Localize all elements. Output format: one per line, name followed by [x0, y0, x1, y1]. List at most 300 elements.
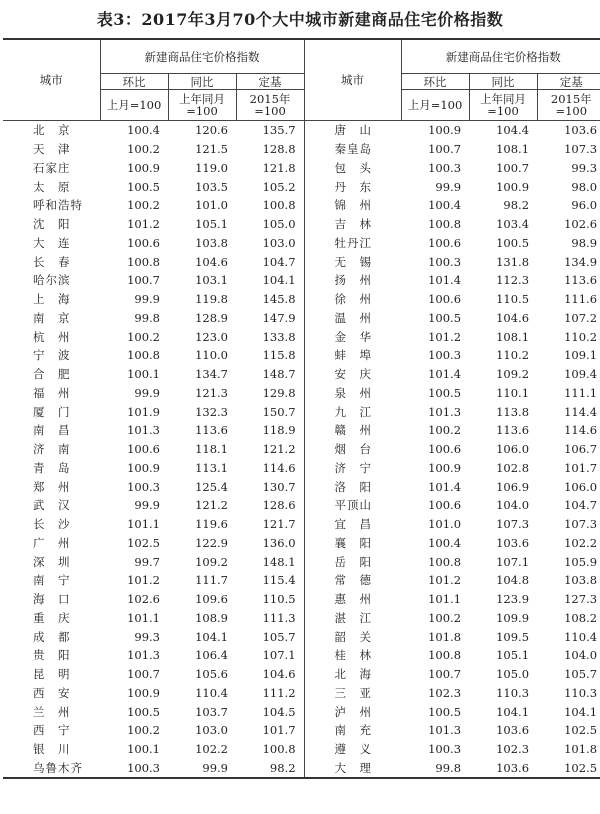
- left-city-cell: 西 宁: [33, 723, 71, 738]
- left-mom-cell: 100.2: [127, 329, 160, 344]
- table-row: [3, 534, 600, 553]
- right-city-cell: 桂 林: [334, 648, 373, 663]
- table-row: [3, 121, 600, 140]
- left-yoy-cell: 105.6: [195, 667, 228, 682]
- left-yoy-cell: 103.1: [195, 273, 228, 288]
- right-yoy-cell: 112.3: [496, 273, 530, 288]
- left-mom-cell: 100.2: [127, 142, 160, 157]
- right-mom-cell: 100.9: [428, 123, 462, 138]
- right-mom-cell: 100.3: [428, 742, 462, 757]
- table-row: [3, 665, 600, 684]
- city-header-left: 城市: [3, 39, 100, 121]
- left-base-cell: 111.3: [236, 609, 304, 628]
- yoy-header-right: 同比: [469, 74, 537, 90]
- right-yoy-cell: 104.0: [496, 498, 530, 513]
- left-yoy-cell: 108.9: [195, 610, 228, 625]
- left-yoy-cell: 99.9: [168, 759, 236, 779]
- base-header-right: 定基: [537, 74, 600, 90]
- left-city-cell: 宁 波: [33, 348, 71, 363]
- right-base-cell: 107.2: [564, 310, 598, 325]
- right-base-cell: 99.3: [571, 160, 598, 175]
- right-yoy-cell: 103.4: [496, 217, 530, 232]
- mom-header-left: 环比: [100, 74, 168, 90]
- right-city-cell: 吉 林: [334, 217, 373, 232]
- table-row: [3, 402, 600, 421]
- table-row: [3, 459, 600, 478]
- right-mom-cell: 100.2: [428, 423, 462, 438]
- left-base-cell: 104.1: [236, 271, 304, 290]
- right-mom-cell: 100.3: [428, 160, 462, 175]
- left-city-cell: 郑 州: [33, 479, 71, 494]
- right-base-cell: 109.4: [564, 367, 598, 382]
- table-row: [3, 159, 600, 178]
- right-base-cell: 98.9: [571, 235, 598, 250]
- right-yoy-cell: 106.9: [496, 479, 530, 494]
- yoy-sub-header-left: 上年同月=100: [168, 90, 236, 121]
- right-base-cell: 102.5: [564, 723, 598, 738]
- right-base-cell: 127.3: [564, 592, 598, 607]
- table-row: [3, 346, 600, 365]
- right-city-cell: 安 庆: [334, 367, 373, 382]
- table-row: [3, 215, 600, 234]
- left-yoy-cell: 128.9: [195, 310, 228, 325]
- right-yoy-cell: 100.9: [496, 179, 530, 194]
- left-city-cell: 上 海: [33, 292, 71, 307]
- right-city-cell: 岳 阳: [334, 554, 373, 569]
- right-city-cell: 南 充: [334, 723, 373, 738]
- left-mom-cell: 101.9: [127, 404, 160, 419]
- left-yoy-cell: 123.0: [195, 329, 228, 344]
- left-base-cell: 105.2: [236, 177, 304, 196]
- left-mom-cell: 100.9: [127, 685, 160, 700]
- left-city-cell: 福 州: [33, 385, 71, 400]
- right-city-cell: 遵 义: [334, 742, 373, 757]
- right-mom-cell: 100.5: [428, 704, 462, 719]
- left-base-cell: 105.7: [236, 627, 304, 646]
- right-city-cell: 赣 州: [334, 423, 373, 438]
- table-row: [3, 515, 600, 534]
- right-base-cell: 107.3: [564, 517, 598, 532]
- right-base-cell: 110.3: [564, 685, 598, 700]
- left-mom-cell: 100.7: [127, 667, 160, 682]
- left-base-cell: 104.6: [236, 665, 304, 684]
- left-city-cell: 济 南: [33, 442, 71, 457]
- left-mom-cell: 99.9: [134, 385, 160, 400]
- left-city-cell: 贵 阳: [33, 648, 71, 663]
- right-city-cell: 烟 台: [334, 442, 373, 457]
- right-yoy-cell: 110.5: [496, 292, 530, 307]
- mom-sub-header-left: 上月=100: [100, 90, 168, 121]
- left-city-cell: 杭 州: [33, 329, 71, 344]
- table-row: [3, 477, 600, 496]
- left-base-cell: 105.0: [236, 215, 304, 234]
- right-city-cell: 蚌 埠: [334, 348, 373, 363]
- left-city-cell: 沈 阳: [33, 217, 71, 232]
- right-base-cell: 105.7: [564, 667, 598, 682]
- left-yoy-cell: 119.0: [195, 160, 228, 175]
- table-body: [3, 121, 600, 779]
- right-mom-cell: 100.3: [428, 254, 462, 269]
- right-city-cell: 常 德: [334, 573, 373, 588]
- left-city-cell: 昆 明: [33, 667, 71, 682]
- table-row: [3, 177, 600, 196]
- table-row: [3, 271, 600, 290]
- table-header: [3, 39, 600, 121]
- left-base-cell: 100.8: [236, 196, 304, 215]
- right-mom-cell: 100.8: [428, 554, 462, 569]
- table-row: [3, 440, 600, 459]
- table-row: [3, 496, 600, 515]
- right-yoy-cell: 104.8: [496, 573, 530, 588]
- table-row: [3, 609, 600, 628]
- left-mom-cell: 100.3: [100, 759, 168, 779]
- right-mom-cell: 100.5: [428, 310, 462, 325]
- right-city-cell: 惠 州: [334, 592, 373, 607]
- right-yoy-cell: 104.6: [496, 310, 530, 325]
- right-base-cell: 96.0: [571, 198, 598, 213]
- left-base-cell: 145.8: [236, 290, 304, 309]
- left-yoy-cell: 121.3: [195, 385, 228, 400]
- right-yoy-cell: 100.5: [496, 235, 530, 250]
- left-yoy-cell: 121.5: [195, 142, 228, 157]
- left-base-cell: 135.7: [236, 121, 304, 140]
- left-city-cell: 长 春: [33, 254, 71, 269]
- left-base-cell: 115.8: [236, 346, 304, 365]
- right-city-cell: 韶 关: [334, 629, 373, 644]
- right-base-cell: 113.6: [564, 273, 598, 288]
- left-city-cell: 深 圳: [33, 554, 71, 569]
- left-mom-cell: 102.5: [127, 535, 160, 550]
- right-yoy-cell: 110.3: [496, 685, 530, 700]
- left-city-cell: 南 昌: [33, 423, 71, 438]
- left-city-cell: 南 京: [33, 310, 71, 325]
- right-city-cell: 无 锡: [334, 254, 373, 269]
- table-row: [3, 234, 600, 253]
- right-mom-cell: 101.3: [428, 723, 462, 738]
- right-yoy-cell: 110.2: [496, 348, 530, 363]
- table-row: [3, 684, 600, 703]
- right-yoy-cell: 109.9: [496, 610, 530, 625]
- left-base-cell: 121.2: [236, 440, 304, 459]
- right-yoy-cell: 103.6: [496, 535, 530, 550]
- left-yoy-cell: 118.1: [195, 442, 228, 457]
- right-yoy-cell: 113.6: [496, 423, 530, 438]
- left-mom-cell: 100.3: [127, 479, 160, 494]
- table-row: [3, 327, 600, 346]
- right-mom-cell: 100.8: [428, 648, 462, 663]
- right-mom-cell: 100.5: [428, 385, 462, 400]
- right-base-cell: 102.6: [564, 217, 598, 232]
- right-base-cell: 114.4: [564, 404, 598, 419]
- left-city-cell: 哈尔滨: [33, 273, 71, 288]
- left-yoy-cell: 104.6: [195, 254, 228, 269]
- left-base-cell: 128.6: [236, 496, 304, 515]
- right-mom-cell: 100.7: [428, 142, 462, 157]
- right-base-cell: 104.1: [564, 704, 598, 719]
- left-base-cell: 103.0: [236, 234, 304, 253]
- left-city-cell: 银 川: [33, 742, 71, 757]
- right-mom-cell: 101.4: [428, 367, 462, 382]
- right-yoy-cell: 104.1: [496, 704, 530, 719]
- right-base-cell: 114.6: [564, 423, 598, 438]
- left-yoy-cell: 109.6: [195, 592, 228, 607]
- right-mom-cell: 99.8: [401, 759, 469, 779]
- right-mom-cell: 101.4: [428, 273, 462, 288]
- right-yoy-cell: 109.5: [496, 629, 530, 644]
- right-city-cell: 洛 阳: [334, 479, 373, 494]
- right-base-cell: 134.9: [564, 254, 598, 269]
- left-yoy-cell: 120.6: [195, 123, 228, 138]
- table-row: [3, 384, 600, 403]
- right-mom-cell: 100.8: [428, 217, 462, 232]
- right-city-cell: 徐 州: [334, 292, 373, 307]
- left-yoy-cell: 111.7: [195, 573, 228, 588]
- left-base-cell: 107.1: [236, 646, 304, 665]
- table-row: [3, 196, 600, 215]
- left-base-cell: 129.8: [236, 384, 304, 403]
- left-yoy-cell: 103.8: [195, 235, 228, 250]
- right-city-cell: 九 江: [334, 404, 373, 419]
- left-mom-cell: 100.1: [127, 367, 160, 382]
- left-base-cell: 100.8: [236, 740, 304, 759]
- left-city-cell: 大 连: [33, 235, 71, 250]
- right-city-cell: 北 海: [334, 667, 373, 682]
- right-mom-cell: 100.6: [428, 292, 462, 307]
- table-row: [3, 309, 600, 328]
- right-yoy-cell: 108.1: [496, 329, 530, 344]
- left-yoy-cell: 109.2: [195, 554, 228, 569]
- right-yoy-cell: 106.0: [496, 442, 530, 457]
- left-city-cell: 南 宁: [33, 573, 71, 588]
- right-base-cell: 102.5: [537, 759, 600, 779]
- table-row: [3, 740, 600, 759]
- left-base-cell: 114.6: [236, 459, 304, 478]
- right-base-cell: 106.0: [564, 479, 598, 494]
- index-group-header-right: 新建商品住宅价格指数: [401, 39, 600, 74]
- index-group-header-left: 新建商品住宅价格指数: [100, 39, 304, 74]
- left-yoy-cell: 119.6: [195, 517, 228, 532]
- left-mom-cell: 99.9: [134, 292, 160, 307]
- right-base-cell: 106.7: [564, 442, 598, 457]
- left-yoy-cell: 105.1: [195, 217, 228, 232]
- left-city-cell: 长 沙: [33, 517, 71, 532]
- table-row: [3, 721, 600, 740]
- left-yoy-cell: 102.2: [195, 742, 228, 757]
- left-city-cell: 兰 州: [33, 704, 71, 719]
- price-index-table: [3, 38, 600, 779]
- left-mom-cell: 100.6: [127, 235, 160, 250]
- left-base-cell: 136.0: [236, 534, 304, 553]
- right-city-cell: 泉 州: [334, 385, 373, 400]
- left-mom-cell: 100.4: [127, 123, 160, 138]
- left-mom-cell: 101.2: [127, 217, 160, 232]
- right-city-cell: 唐 山: [334, 123, 373, 138]
- left-mom-cell: 100.7: [127, 273, 160, 288]
- left-yoy-cell: 121.2: [195, 498, 228, 513]
- right-city-cell: 大 理: [304, 759, 401, 779]
- left-mom-cell: 99.3: [134, 629, 160, 644]
- left-base-cell: 118.9: [236, 421, 304, 440]
- right-base-cell: 110.4: [564, 629, 598, 644]
- right-city-cell: 温 州: [334, 310, 373, 325]
- left-mom-cell: 100.5: [127, 704, 160, 719]
- left-base-cell: 148.1: [236, 552, 304, 571]
- left-city-cell: 重 庆: [33, 610, 71, 625]
- left-yoy-cell: 106.4: [195, 648, 228, 663]
- left-mom-cell: 101.1: [127, 610, 160, 625]
- mom-header-right: 环比: [401, 74, 469, 90]
- city-header-right: 城市: [304, 39, 401, 121]
- right-yoy-cell: 131.8: [496, 254, 530, 269]
- right-mom-cell: 101.1: [428, 592, 462, 607]
- right-mom-cell: 101.2: [428, 329, 462, 344]
- right-yoy-cell: 102.3: [496, 742, 530, 757]
- right-city-cell: 包 头: [334, 160, 373, 175]
- right-mom-cell: 101.0: [428, 517, 462, 532]
- left-yoy-cell: 113.6: [195, 423, 228, 438]
- right-base-cell: 98.0: [571, 179, 598, 194]
- left-yoy-cell: 110.0: [195, 348, 228, 363]
- left-base-cell: 104.7: [236, 252, 304, 271]
- left-base-cell: 147.9: [236, 309, 304, 328]
- left-mom-cell: 100.2: [127, 723, 160, 738]
- right-mom-cell: 100.7: [428, 667, 462, 682]
- right-base-cell: 111.1: [564, 385, 598, 400]
- left-city-cell: 石家庄: [33, 160, 71, 175]
- right-mom-cell: 101.8: [428, 629, 462, 644]
- left-base-cell: 150.7: [236, 402, 304, 421]
- left-mom-cell: 101.2: [127, 573, 160, 588]
- table-row: [3, 759, 600, 779]
- left-mom-cell: 100.6: [127, 442, 160, 457]
- table-row: [3, 365, 600, 384]
- right-city-cell: 平顶山: [334, 498, 373, 513]
- table-row: [3, 552, 600, 571]
- right-mom-cell: 101.2: [428, 573, 462, 588]
- left-base-cell: 101.7: [236, 721, 304, 740]
- left-base-cell: 130.7: [236, 477, 304, 496]
- left-base-cell: 104.5: [236, 702, 304, 721]
- right-base-cell: 104.0: [564, 648, 598, 663]
- table-row: [3, 702, 600, 721]
- left-city-cell: 天 津: [33, 142, 71, 157]
- left-mom-cell: 100.2: [127, 198, 160, 213]
- right-yoy-cell: 113.8: [496, 404, 530, 419]
- left-mom-cell: 101.3: [127, 423, 160, 438]
- right-city-cell: 秦皇岛: [334, 142, 373, 157]
- right-mom-cell: 100.4: [428, 198, 462, 213]
- left-mom-cell: 102.6: [127, 592, 160, 607]
- mom-sub-header-right: 上月=100: [401, 90, 469, 121]
- left-yoy-cell: 122.9: [195, 535, 228, 550]
- left-base-cell: 110.5: [236, 590, 304, 609]
- right-yoy-cell: 105.1: [496, 648, 530, 663]
- left-city-cell: 西 安: [33, 685, 71, 700]
- left-mom-cell: 101.1: [127, 517, 160, 532]
- right-city-cell: 丹 东: [334, 179, 373, 194]
- right-mom-cell: 100.6: [428, 498, 462, 513]
- table-title: 表3：2017年3月70个大中城市新建商品住宅价格指数: [96, 10, 504, 29]
- table-row: [3, 421, 600, 440]
- left-city-cell: 武 汉: [33, 498, 71, 513]
- right-base-cell: 109.1: [564, 348, 598, 363]
- table-row: [3, 571, 600, 590]
- left-mom-cell: 100.1: [127, 742, 160, 757]
- left-mom-cell: 101.3: [127, 648, 160, 663]
- left-mom-cell: 100.8: [127, 254, 160, 269]
- right-yoy-cell: 123.9: [496, 592, 530, 607]
- left-yoy-cell: 125.4: [195, 479, 228, 494]
- left-mom-cell: 100.5: [127, 179, 160, 194]
- right-city-cell: 湛 江: [334, 610, 373, 625]
- left-mom-cell: 100.8: [127, 348, 160, 363]
- left-base-cell: 121.8: [236, 159, 304, 178]
- right-base-cell: 101.7: [564, 460, 598, 475]
- left-base-cell: 98.2: [236, 759, 304, 779]
- left-city-cell: 厦 门: [33, 404, 71, 419]
- right-mom-cell: 100.6: [428, 442, 462, 457]
- right-yoy-cell: 107.1: [496, 554, 530, 569]
- right-base-cell: 108.2: [564, 610, 598, 625]
- left-base-cell: 133.8: [236, 327, 304, 346]
- right-yoy-cell: 104.4: [496, 123, 530, 138]
- base-sub-header-right: 2015年=100: [537, 90, 600, 121]
- right-city-cell: 泸 州: [334, 704, 373, 719]
- right-mom-cell: 99.9: [435, 179, 462, 194]
- left-city-cell: 太 原: [33, 179, 71, 194]
- table-row: [3, 627, 600, 646]
- left-mom-cell: 100.9: [127, 160, 160, 175]
- left-city-cell: 北 京: [33, 123, 71, 138]
- table-row: [3, 252, 600, 271]
- right-base-cell: 110.2: [564, 329, 598, 344]
- right-base-cell: 107.3: [564, 142, 598, 157]
- left-yoy-cell: 103.5: [195, 179, 228, 194]
- right-city-cell: 襄 阳: [334, 535, 373, 550]
- left-base-cell: 148.7: [236, 365, 304, 384]
- left-yoy-cell: 103.0: [195, 723, 228, 738]
- right-yoy-cell: 109.2: [496, 367, 530, 382]
- left-yoy-cell: 101.0: [195, 198, 228, 213]
- right-yoy-cell: 110.1: [496, 385, 530, 400]
- left-base-cell: 121.7: [236, 515, 304, 534]
- left-mom-cell: 99.9: [134, 498, 160, 513]
- left-mom-cell: 99.8: [134, 310, 160, 325]
- base-header-left: 定基: [236, 74, 304, 90]
- right-city-cell: 宜 昌: [334, 517, 373, 532]
- right-city-cell: 锦 州: [334, 198, 373, 213]
- table-row: [3, 290, 600, 309]
- left-yoy-cell: 134.7: [195, 367, 228, 382]
- left-base-cell: 128.8: [236, 140, 304, 159]
- left-city-cell: 海 口: [33, 592, 71, 607]
- right-mom-cell: 100.4: [428, 535, 462, 550]
- table-row: [3, 590, 600, 609]
- right-yoy-cell: 103.6: [469, 759, 537, 779]
- left-city-cell: 呼和浩特: [33, 198, 83, 213]
- left-city-cell: 广 州: [33, 535, 71, 550]
- right-base-cell: 111.6: [564, 292, 598, 307]
- right-city-cell: 牡丹江: [334, 235, 373, 250]
- left-mom-cell: 99.7: [134, 554, 160, 569]
- left-city-cell: 合 肥: [33, 367, 71, 382]
- yoy-header-left: 同比: [168, 74, 236, 90]
- right-mom-cell: 101.4: [428, 479, 462, 494]
- right-yoy-cell: 107.3: [496, 517, 530, 532]
- left-city-cell: 成 都: [33, 629, 71, 644]
- right-mom-cell: 100.3: [428, 348, 462, 363]
- yoy-sub-header-right: 上年同月=100: [469, 90, 537, 121]
